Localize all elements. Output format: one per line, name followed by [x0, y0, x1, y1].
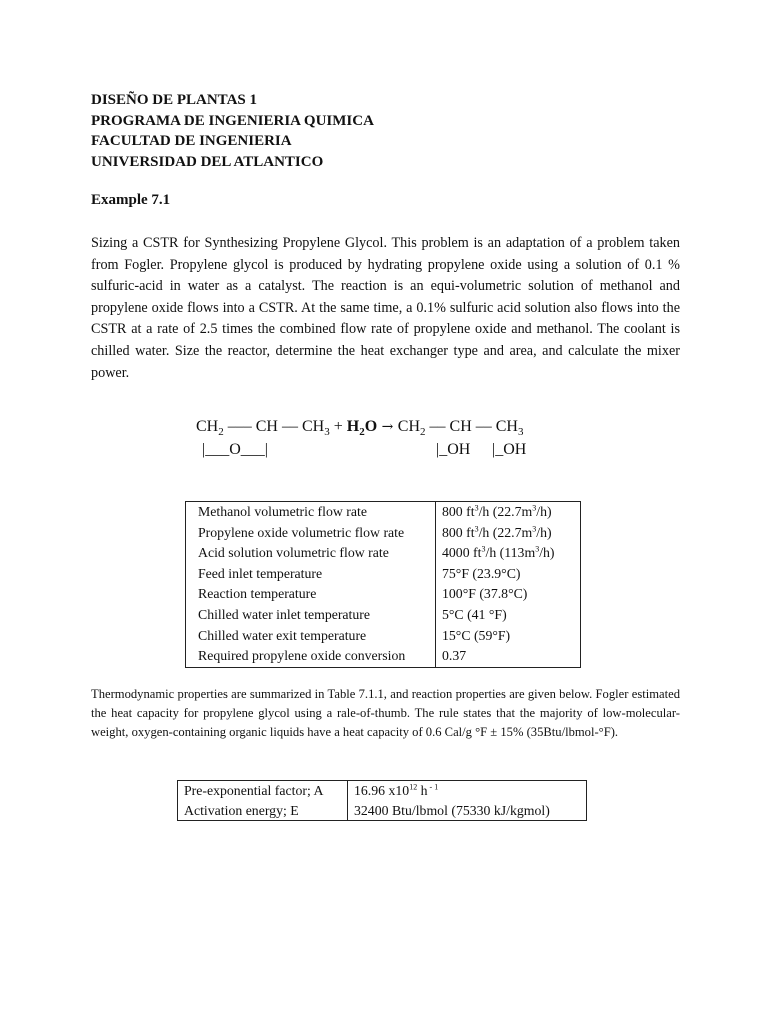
bond: ––	[277, 418, 298, 435]
product-ch: CH	[445, 418, 472, 435]
activation-energy-value: 32400 Btu/lbmol (75330 kJ/kgmol)	[348, 801, 587, 821]
condition-value	[436, 502, 581, 523]
condition-label: Required propylene oxide conversion	[186, 646, 436, 667]
condition-value	[436, 564, 581, 585]
reaction-arrow-icon: →	[377, 419, 398, 435]
table-row	[186, 584, 581, 605]
unit-exponent: - 1	[427, 782, 439, 792]
program-name: PROGRAMA DE INGENIERIA QUIMICA	[91, 112, 374, 129]
unit-exponent: 3	[532, 524, 537, 533]
subscript: 2	[218, 426, 224, 439]
reactant-ch3: CH	[297, 418, 325, 435]
subscript: 2	[420, 426, 426, 439]
table-row	[186, 523, 581, 544]
table-row	[186, 646, 581, 667]
condition-value	[436, 523, 581, 544]
value-part: /h (113m	[485, 545, 536, 561]
hydroxyl-group-2: |_OH	[492, 441, 527, 458]
value-part: /h)	[536, 524, 552, 540]
reaction-main-line	[196, 418, 523, 438]
operating-conditions-body	[186, 502, 581, 668]
table-row	[186, 564, 581, 585]
condition-label: Chilled water inlet temperature	[186, 605, 436, 626]
value-part: 100°F (37.8°C)	[442, 586, 528, 602]
reaction-equation	[196, 418, 596, 468]
condition-label: Feed inlet temperature	[186, 564, 436, 585]
operating-conditions-table	[185, 501, 581, 668]
value-part: 0.37	[442, 648, 467, 664]
value-part: /h (22.7m	[478, 504, 533, 519]
value-base: 16.96 x10	[354, 783, 410, 798]
table-row	[178, 781, 587, 801]
table-row	[186, 605, 581, 626]
epoxide-bridge: |___O___|	[202, 441, 268, 458]
value-part: 4000 ft	[442, 545, 482, 561]
faculty-name: FACULTAD DE INGENIERIA	[91, 133, 292, 149]
table-row	[178, 801, 587, 821]
condition-value	[436, 626, 581, 647]
value-part: 75°F (23.9°C)	[442, 565, 521, 581]
example-title: Example 7.1	[91, 192, 171, 208]
condition-label: Propylene oxide volumetric flow rate	[186, 523, 436, 544]
value-part: /h (22.7m	[478, 524, 533, 540]
bond: ––	[425, 418, 446, 435]
bond: ––	[471, 418, 492, 435]
condition-value	[436, 543, 581, 564]
hydroxyl-group-1: |_OH	[436, 441, 471, 458]
unit-exponent: 3	[532, 503, 537, 513]
subscript: 3	[324, 426, 330, 439]
condition-label: Chilled water exit temperature	[186, 626, 436, 647]
reaction-substituent-line	[196, 441, 596, 463]
reaction-properties-table	[177, 780, 587, 821]
unit-exponent: 3	[481, 544, 486, 554]
unit-exponent: 3	[535, 544, 540, 554]
condition-label: Acid solution volumetric flow rate	[186, 543, 436, 564]
reactant-ch2: CH	[196, 418, 219, 435]
value-part: /h)	[539, 545, 555, 561]
condition-value	[436, 584, 581, 605]
bond: –––	[223, 418, 252, 435]
plus-sign: +	[329, 418, 347, 435]
value-part: 15°C (59°F)	[442, 627, 511, 643]
subscript: 2	[359, 426, 365, 439]
intro-paragraph: Sizing a CSTR for Synthesizing Propylene Glycol. This problem is an adaptation of a problem taken from Fogler. Propylene glycol is produced by hydrating propylene oxide using a solution of 0.1 % sulfuric-acid in water as a catalyst. The reaction is an equi-volumetric solution of methanol and propylene oxide flows into a CSTR. At the same time, a 0.1% sulfuric acid solution also flows into the CSTR at a rate of 2.5 times the combined flow rate of propylene oxide and methanol. The coolant is chilled water. Size the reactor, determine the heat exchanger type and area, and calculate the mixer power.	[91, 235, 680, 381]
condition-value	[436, 605, 581, 626]
water-o: O	[364, 418, 378, 435]
value-part: 5°C (41 °F)	[442, 606, 507, 622]
condition-label: Reaction temperature	[186, 584, 436, 605]
pre-exponential-value	[348, 781, 587, 801]
table-row	[186, 502, 581, 523]
product-ch3: CH	[491, 418, 518, 435]
unit-exponent: 3	[474, 524, 479, 533]
value-part: 800 ft	[442, 524, 475, 540]
unit-exponent: 3	[474, 503, 479, 513]
activation-energy-label: Activation energy; E	[178, 801, 348, 821]
document-header	[91, 90, 374, 172]
value-part: 800 ft	[442, 504, 475, 519]
reactant-ch: CH	[251, 418, 278, 435]
value-part: /h)	[536, 504, 552, 519]
value-exponent: 12	[409, 782, 418, 792]
thermodynamic-paragraph: Thermodynamic properties are summarized in Table 7.1.1, and reaction properties are given below. Fogler estimated the heat capacity for propylene glycol using a rale-of-thumb. The rule states that the majority of low-molecular-weight, oxygen-containing organic liquids have a heat capacity of 0.6 Cal/g °F ± 15% (35Btu/lbmol-°F).	[91, 687, 680, 739]
university-name: UNIVERSIDAD DEL ATLANTICO	[91, 153, 324, 170]
table-row	[186, 626, 581, 647]
course-title: DISEÑO DE PLANTAS 1	[91, 92, 258, 108]
pre-exponential-label: Pre-exponential factor; A	[178, 781, 348, 801]
product-ch2: CH	[397, 418, 421, 435]
table-row	[186, 543, 581, 564]
condition-label: Methanol volumetric flow rate	[186, 502, 436, 523]
water-h: H	[346, 418, 360, 435]
subscript: 3	[517, 426, 524, 439]
value-unit: h	[417, 783, 428, 798]
condition-value	[436, 646, 581, 667]
